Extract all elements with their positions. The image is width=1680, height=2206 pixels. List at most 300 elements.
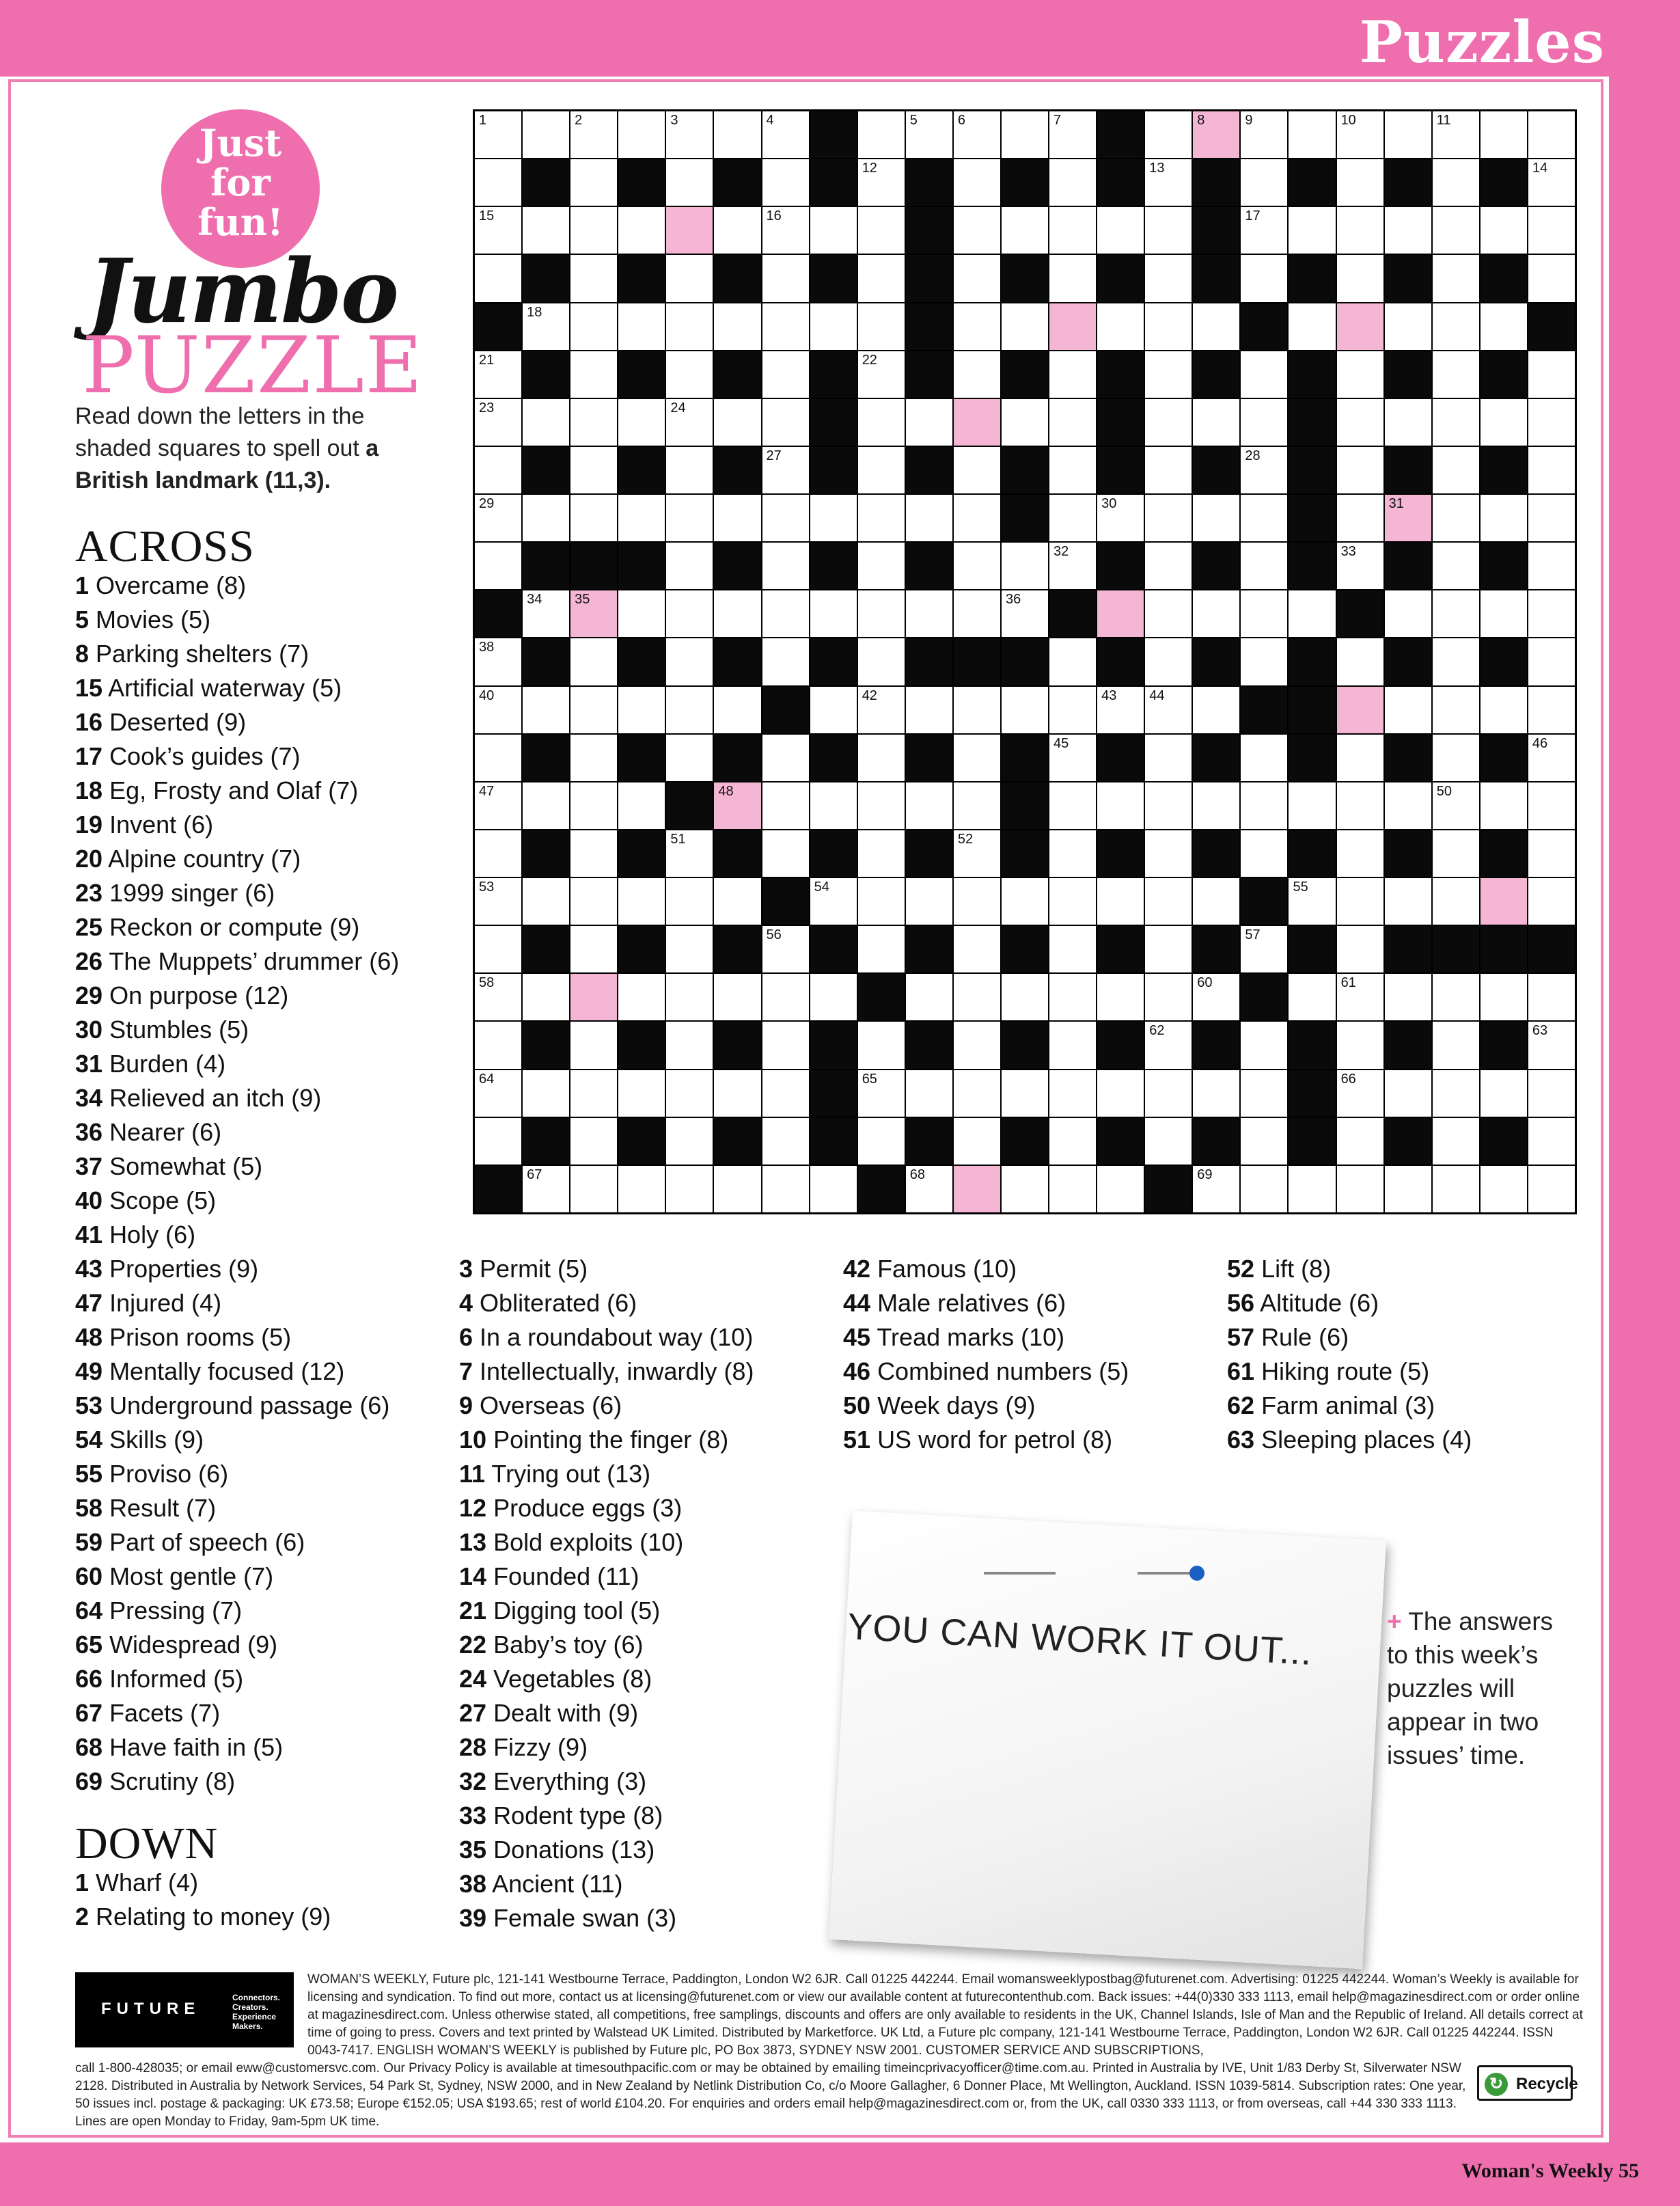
grid-cell[interactable] bbox=[1097, 303, 1144, 350]
grid-cell[interactable] bbox=[714, 111, 760, 158]
grid-cell[interactable] bbox=[1002, 974, 1048, 1020]
grid-cell[interactable] bbox=[618, 495, 665, 541]
grid-cell[interactable] bbox=[858, 303, 905, 350]
grid-cell[interactable] bbox=[475, 207, 521, 254]
grid-cell[interactable] bbox=[954, 303, 1000, 350]
grid-cell[interactable] bbox=[1049, 255, 1096, 301]
grid-cell[interactable] bbox=[523, 495, 569, 541]
grid-cell[interactable] bbox=[1433, 495, 1479, 541]
grid-cell[interactable] bbox=[475, 495, 521, 541]
grid-cell[interactable] bbox=[1002, 687, 1048, 733]
grid-cell[interactable] bbox=[666, 878, 713, 925]
grid-cell[interactable] bbox=[858, 543, 905, 589]
grid-cell[interactable] bbox=[1145, 351, 1192, 398]
grid-cell-shaded[interactable] bbox=[954, 399, 1000, 446]
grid-cell[interactable] bbox=[570, 1070, 617, 1117]
grid-cell[interactable] bbox=[1481, 1070, 1527, 1117]
grid-cell[interactable] bbox=[475, 830, 521, 877]
grid-cell[interactable] bbox=[762, 1166, 809, 1212]
grid-cell[interactable] bbox=[954, 495, 1000, 541]
grid-cell[interactable] bbox=[1289, 1166, 1335, 1212]
grid-cell[interactable] bbox=[666, 495, 713, 541]
grid-cell[interactable] bbox=[1097, 1166, 1144, 1212]
grid-cell[interactable] bbox=[475, 687, 521, 733]
grid-cell[interactable] bbox=[666, 590, 713, 637]
grid-cell[interactable] bbox=[1337, 207, 1383, 254]
grid-cell[interactable] bbox=[1337, 1118, 1383, 1165]
grid-cell[interactable] bbox=[618, 303, 665, 350]
grid-cell[interactable] bbox=[810, 782, 857, 829]
grid-cell[interactable] bbox=[1241, 255, 1287, 301]
grid-cell[interactable] bbox=[1145, 1118, 1192, 1165]
grid-cell[interactable] bbox=[1145, 830, 1192, 877]
grid-cell[interactable] bbox=[1002, 207, 1048, 254]
grid-cell[interactable] bbox=[618, 1070, 665, 1117]
grid-cell[interactable] bbox=[1002, 590, 1048, 637]
grid-cell[interactable] bbox=[858, 782, 905, 829]
grid-cell[interactable] bbox=[1145, 447, 1192, 493]
grid-cell[interactable] bbox=[570, 303, 617, 350]
grid-cell[interactable] bbox=[1481, 1166, 1527, 1212]
grid-cell[interactable] bbox=[1145, 1022, 1192, 1068]
grid-cell[interactable] bbox=[1337, 1070, 1383, 1117]
grid-cell[interactable] bbox=[1049, 447, 1096, 493]
grid-cell[interactable] bbox=[1528, 111, 1575, 158]
grid-cell[interactable] bbox=[1241, 447, 1287, 493]
grid-cell[interactable] bbox=[1145, 782, 1192, 829]
grid-cell[interactable] bbox=[1528, 1070, 1575, 1117]
grid-cell[interactable] bbox=[1097, 974, 1144, 1020]
grid-cell[interactable] bbox=[858, 255, 905, 301]
grid-cell-shaded[interactable] bbox=[570, 974, 617, 1020]
grid-cell[interactable] bbox=[570, 111, 617, 158]
grid-cell[interactable] bbox=[475, 159, 521, 206]
grid-cell[interactable] bbox=[1193, 495, 1239, 541]
grid-cell[interactable] bbox=[954, 543, 1000, 589]
grid-cell[interactable] bbox=[570, 399, 617, 446]
grid-cell[interactable] bbox=[1145, 878, 1192, 925]
grid-cell[interactable] bbox=[570, 735, 617, 781]
grid-cell[interactable] bbox=[618, 878, 665, 925]
grid-cell[interactable] bbox=[858, 926, 905, 972]
grid-cell[interactable] bbox=[1193, 1166, 1239, 1212]
grid-cell[interactable] bbox=[954, 1070, 1000, 1117]
grid-cell[interactable] bbox=[1145, 735, 1192, 781]
grid-cell[interactable] bbox=[523, 303, 569, 350]
grid-cell[interactable] bbox=[762, 303, 809, 350]
grid-cell[interactable] bbox=[1145, 1070, 1192, 1117]
grid-cell[interactable] bbox=[906, 111, 952, 158]
grid-cell[interactable] bbox=[1433, 1118, 1479, 1165]
grid-cell[interactable] bbox=[954, 447, 1000, 493]
grid-cell[interactable] bbox=[1241, 111, 1287, 158]
grid-cell[interactable] bbox=[1481, 590, 1527, 637]
grid-cell[interactable] bbox=[714, 303, 760, 350]
grid-cell[interactable] bbox=[858, 638, 905, 685]
grid-cell[interactable] bbox=[523, 1166, 569, 1212]
grid-cell-shaded[interactable] bbox=[1337, 303, 1383, 350]
grid-cell[interactable] bbox=[666, 687, 713, 733]
grid-cell[interactable] bbox=[570, 1118, 617, 1165]
grid-cell[interactable] bbox=[618, 782, 665, 829]
grid-cell[interactable] bbox=[1241, 207, 1287, 254]
grid-cell[interactable] bbox=[570, 495, 617, 541]
grid-cell[interactable] bbox=[1337, 543, 1383, 589]
grid-cell[interactable] bbox=[475, 926, 521, 972]
grid-cell[interactable] bbox=[1481, 207, 1527, 254]
grid-cell[interactable] bbox=[1193, 687, 1239, 733]
grid-cell[interactable] bbox=[1097, 687, 1144, 733]
grid-cell[interactable] bbox=[1049, 687, 1096, 733]
grid-cell[interactable] bbox=[1528, 1118, 1575, 1165]
grid-cell[interactable] bbox=[523, 590, 569, 637]
grid-cell[interactable] bbox=[1528, 638, 1575, 685]
grid-cell[interactable] bbox=[1481, 974, 1527, 1020]
grid-cell[interactable] bbox=[475, 351, 521, 398]
grid-cell[interactable] bbox=[1337, 495, 1383, 541]
grid-cell[interactable] bbox=[1481, 495, 1527, 541]
grid-cell[interactable] bbox=[1528, 207, 1575, 254]
grid-cell[interactable] bbox=[1433, 590, 1479, 637]
grid-cell[interactable] bbox=[1049, 111, 1096, 158]
grid-cell[interactable] bbox=[1193, 782, 1239, 829]
grid-cell-shaded[interactable] bbox=[1097, 590, 1144, 637]
grid-cell[interactable] bbox=[954, 207, 1000, 254]
grid-cell[interactable] bbox=[1002, 543, 1048, 589]
grid-cell[interactable] bbox=[1002, 111, 1048, 158]
grid-cell[interactable] bbox=[1528, 543, 1575, 589]
grid-cell[interactable] bbox=[1241, 1166, 1287, 1212]
grid-cell[interactable] bbox=[714, 1070, 760, 1117]
grid-cell[interactable] bbox=[666, 926, 713, 972]
grid-cell[interactable] bbox=[1241, 830, 1287, 877]
grid-cell[interactable] bbox=[762, 590, 809, 637]
grid-cell[interactable] bbox=[570, 1166, 617, 1212]
grid-cell[interactable] bbox=[1145, 207, 1192, 254]
grid-cell[interactable] bbox=[1433, 638, 1479, 685]
grid-cell[interactable] bbox=[1385, 974, 1431, 1020]
grid-cell[interactable] bbox=[1241, 159, 1287, 206]
grid-cell[interactable] bbox=[1241, 543, 1287, 589]
grid-cell[interactable] bbox=[858, 687, 905, 733]
grid-cell[interactable] bbox=[1145, 638, 1192, 685]
grid-cell[interactable] bbox=[762, 1118, 809, 1165]
grid-cell[interactable] bbox=[666, 543, 713, 589]
grid-cell[interactable] bbox=[906, 687, 952, 733]
grid-cell[interactable] bbox=[762, 735, 809, 781]
grid-cell[interactable] bbox=[570, 159, 617, 206]
grid-cell[interactable] bbox=[1002, 1070, 1048, 1117]
grid-cell[interactable] bbox=[762, 255, 809, 301]
grid-cell[interactable] bbox=[570, 687, 617, 733]
grid-cell[interactable] bbox=[1433, 974, 1479, 1020]
grid-cell[interactable] bbox=[1385, 1070, 1431, 1117]
grid-cell[interactable] bbox=[1049, 926, 1096, 972]
grid-cell[interactable] bbox=[858, 159, 905, 206]
grid-cell[interactable] bbox=[810, 303, 857, 350]
grid-cell[interactable] bbox=[1145, 495, 1192, 541]
grid-cell[interactable] bbox=[1433, 159, 1479, 206]
grid-cell[interactable] bbox=[1097, 495, 1144, 541]
grid-cell[interactable] bbox=[906, 974, 952, 1020]
grid-cell[interactable] bbox=[1528, 687, 1575, 733]
grid-cell[interactable] bbox=[1385, 111, 1431, 158]
grid-cell[interactable] bbox=[1145, 926, 1192, 972]
grid-cell[interactable] bbox=[1337, 782, 1383, 829]
grid-cell[interactable] bbox=[1337, 447, 1383, 493]
grid-cell[interactable] bbox=[1433, 735, 1479, 781]
grid-cell[interactable] bbox=[906, 399, 952, 446]
grid-cell[interactable] bbox=[954, 830, 1000, 877]
grid-cell[interactable] bbox=[1145, 687, 1192, 733]
grid-cell[interactable] bbox=[906, 1070, 952, 1117]
grid-cell[interactable] bbox=[666, 303, 713, 350]
grid-cell[interactable] bbox=[1528, 735, 1575, 781]
grid-cell[interactable] bbox=[1241, 735, 1287, 781]
grid-cell[interactable] bbox=[954, 1022, 1000, 1068]
grid-cell[interactable] bbox=[954, 687, 1000, 733]
grid-cell[interactable] bbox=[1049, 351, 1096, 398]
grid-cell[interactable] bbox=[1385, 303, 1431, 350]
grid-cell[interactable] bbox=[858, 1022, 905, 1068]
grid-cell[interactable] bbox=[954, 878, 1000, 925]
grid-cell[interactable] bbox=[1528, 974, 1575, 1020]
grid-cell[interactable] bbox=[1528, 782, 1575, 829]
grid-cell[interactable] bbox=[523, 687, 569, 733]
grid-cell[interactable] bbox=[1145, 159, 1192, 206]
grid-cell[interactable] bbox=[810, 687, 857, 733]
grid-cell[interactable] bbox=[1337, 255, 1383, 301]
grid-cell[interactable] bbox=[714, 590, 760, 637]
grid-cell[interactable] bbox=[858, 207, 905, 254]
grid-cell[interactable] bbox=[1385, 878, 1431, 925]
grid-cell-shaded[interactable] bbox=[1193, 111, 1239, 158]
grid-cell[interactable] bbox=[1385, 590, 1431, 637]
grid-cell[interactable] bbox=[618, 687, 665, 733]
grid-cell[interactable] bbox=[1433, 303, 1479, 350]
grid-cell[interactable] bbox=[1289, 782, 1335, 829]
grid-cell[interactable] bbox=[1528, 495, 1575, 541]
grid-cell[interactable] bbox=[475, 1118, 521, 1165]
grid-cell[interactable] bbox=[1049, 495, 1096, 541]
grid-cell[interactable] bbox=[1337, 830, 1383, 877]
grid-cell[interactable] bbox=[714, 207, 760, 254]
grid-cell[interactable] bbox=[1337, 735, 1383, 781]
grid-cell[interactable] bbox=[1433, 1022, 1479, 1068]
grid-cell[interactable] bbox=[1433, 447, 1479, 493]
grid-cell[interactable] bbox=[475, 638, 521, 685]
grid-cell[interactable] bbox=[1528, 1166, 1575, 1212]
grid-cell[interactable] bbox=[666, 111, 713, 158]
grid-cell[interactable] bbox=[475, 255, 521, 301]
grid-cell[interactable] bbox=[475, 447, 521, 493]
grid-cell[interactable] bbox=[570, 255, 617, 301]
grid-cell[interactable] bbox=[810, 495, 857, 541]
grid-cell[interactable] bbox=[475, 1022, 521, 1068]
grid-cell[interactable] bbox=[810, 974, 857, 1020]
grid-cell[interactable] bbox=[858, 111, 905, 158]
grid-cell[interactable] bbox=[1145, 974, 1192, 1020]
grid-cell[interactable] bbox=[1241, 782, 1287, 829]
grid-cell[interactable] bbox=[954, 926, 1000, 972]
grid-cell[interactable] bbox=[1337, 159, 1383, 206]
grid-cell[interactable] bbox=[1433, 255, 1479, 301]
grid-cell[interactable] bbox=[1433, 782, 1479, 829]
grid-cell[interactable] bbox=[570, 638, 617, 685]
grid-cell[interactable] bbox=[1241, 590, 1287, 637]
grid-cell[interactable] bbox=[1097, 878, 1144, 925]
grid-cell[interactable] bbox=[1385, 782, 1431, 829]
grid-cell[interactable] bbox=[1241, 638, 1287, 685]
grid-cell[interactable] bbox=[1337, 878, 1383, 925]
grid-cell[interactable] bbox=[1049, 399, 1096, 446]
grid-cell[interactable] bbox=[714, 495, 760, 541]
grid-cell-shaded[interactable] bbox=[1481, 878, 1527, 925]
grid-cell[interactable] bbox=[666, 159, 713, 206]
grid-cell[interactable] bbox=[1145, 303, 1192, 350]
grid-cell[interactable] bbox=[1241, 1070, 1287, 1117]
grid-cell[interactable] bbox=[1337, 638, 1383, 685]
grid-cell[interactable] bbox=[954, 782, 1000, 829]
grid-cell[interactable] bbox=[666, 1022, 713, 1068]
grid-cell[interactable] bbox=[1241, 1118, 1287, 1165]
grid-cell[interactable] bbox=[570, 1022, 617, 1068]
grid-cell[interactable] bbox=[1385, 207, 1431, 254]
grid-cell[interactable] bbox=[1481, 111, 1527, 158]
grid-cell[interactable] bbox=[1145, 590, 1192, 637]
grid-cell[interactable] bbox=[1097, 207, 1144, 254]
grid-cell[interactable] bbox=[858, 830, 905, 877]
grid-cell[interactable] bbox=[570, 447, 617, 493]
grid-cell[interactable] bbox=[1002, 1166, 1048, 1212]
grid-cell[interactable] bbox=[618, 974, 665, 1020]
grid-cell[interactable] bbox=[1241, 1022, 1287, 1068]
grid-cell[interactable] bbox=[762, 447, 809, 493]
grid-cell[interactable] bbox=[1337, 351, 1383, 398]
grid-cell[interactable] bbox=[762, 351, 809, 398]
grid-cell[interactable] bbox=[1193, 878, 1239, 925]
grid-cell[interactable] bbox=[523, 878, 569, 925]
grid-cell[interactable] bbox=[1528, 255, 1575, 301]
grid-cell[interactable] bbox=[523, 974, 569, 1020]
grid-cell-shaded[interactable] bbox=[666, 207, 713, 254]
grid-cell[interactable] bbox=[1241, 399, 1287, 446]
grid-cell[interactable] bbox=[1528, 159, 1575, 206]
grid-cell[interactable] bbox=[954, 735, 1000, 781]
grid-cell[interactable] bbox=[475, 974, 521, 1020]
grid-cell[interactable] bbox=[523, 399, 569, 446]
grid-cell[interactable] bbox=[1385, 687, 1431, 733]
grid-cell[interactable] bbox=[954, 111, 1000, 158]
grid-cell-shaded[interactable] bbox=[714, 782, 760, 829]
grid-cell[interactable] bbox=[858, 495, 905, 541]
grid-cell[interactable] bbox=[570, 351, 617, 398]
grid-cell[interactable] bbox=[618, 207, 665, 254]
grid-cell[interactable] bbox=[762, 207, 809, 254]
grid-cell[interactable] bbox=[1002, 399, 1048, 446]
grid-cell[interactable] bbox=[906, 878, 952, 925]
grid-cell[interactable] bbox=[810, 207, 857, 254]
grid-cell[interactable] bbox=[762, 543, 809, 589]
grid-cell[interactable] bbox=[810, 878, 857, 925]
grid-cell[interactable] bbox=[1097, 1070, 1144, 1117]
grid-cell[interactable] bbox=[1289, 878, 1335, 925]
grid-cell[interactable] bbox=[618, 399, 665, 446]
grid-cell-shaded[interactable] bbox=[954, 1166, 1000, 1212]
grid-cell[interactable] bbox=[1002, 303, 1048, 350]
grid-cell[interactable] bbox=[666, 1166, 713, 1212]
grid-cell[interactable] bbox=[1528, 830, 1575, 877]
grid-cell[interactable] bbox=[570, 878, 617, 925]
grid-cell[interactable] bbox=[954, 590, 1000, 637]
grid-cell[interactable] bbox=[1145, 543, 1192, 589]
grid-cell[interactable] bbox=[1002, 878, 1048, 925]
grid-cell[interactable] bbox=[714, 878, 760, 925]
grid-cell[interactable] bbox=[762, 399, 809, 446]
grid-cell[interactable] bbox=[714, 687, 760, 733]
grid-cell[interactable] bbox=[523, 111, 569, 158]
grid-cell[interactable] bbox=[1433, 111, 1479, 158]
grid-cell[interactable] bbox=[1049, 1070, 1096, 1117]
grid-cell[interactable] bbox=[1481, 687, 1527, 733]
grid-cell[interactable] bbox=[666, 735, 713, 781]
grid-cell[interactable] bbox=[666, 974, 713, 1020]
grid-cell[interactable] bbox=[1337, 974, 1383, 1020]
grid-cell[interactable] bbox=[1433, 1166, 1479, 1212]
grid-cell[interactable] bbox=[618, 111, 665, 158]
grid-cell[interactable] bbox=[1049, 543, 1096, 589]
grid-cell[interactable] bbox=[666, 830, 713, 877]
grid-cell[interactable] bbox=[666, 255, 713, 301]
grid-cell[interactable] bbox=[1097, 782, 1144, 829]
grid-cell[interactable] bbox=[523, 207, 569, 254]
grid-cell[interactable] bbox=[762, 1070, 809, 1117]
grid-cell[interactable] bbox=[1481, 399, 1527, 446]
grid-cell[interactable] bbox=[523, 1070, 569, 1117]
grid-cell[interactable] bbox=[1337, 399, 1383, 446]
grid-cell[interactable] bbox=[475, 878, 521, 925]
grid-cell[interactable] bbox=[475, 399, 521, 446]
grid-cell[interactable] bbox=[618, 1166, 665, 1212]
grid-cell[interactable] bbox=[762, 495, 809, 541]
grid-cell[interactable] bbox=[570, 782, 617, 829]
grid-cell[interactable] bbox=[1241, 495, 1287, 541]
grid-cell[interactable] bbox=[762, 830, 809, 877]
grid-cell[interactable] bbox=[523, 782, 569, 829]
grid-cell[interactable] bbox=[1289, 207, 1335, 254]
grid-cell[interactable] bbox=[570, 830, 617, 877]
grid-cell[interactable] bbox=[954, 1118, 1000, 1165]
grid-cell[interactable] bbox=[714, 974, 760, 1020]
grid-cell[interactable] bbox=[1337, 1022, 1383, 1068]
grid-cell[interactable] bbox=[570, 926, 617, 972]
grid-cell-shaded[interactable] bbox=[1385, 495, 1431, 541]
grid-cell[interactable] bbox=[858, 351, 905, 398]
grid-cell[interactable] bbox=[1528, 447, 1575, 493]
grid-cell[interactable] bbox=[1528, 878, 1575, 925]
grid-cell[interactable] bbox=[1145, 111, 1192, 158]
grid-cell[interactable] bbox=[858, 1070, 905, 1117]
grid-cell[interactable] bbox=[1289, 974, 1335, 1020]
grid-cell[interactable] bbox=[762, 1022, 809, 1068]
grid-cell[interactable] bbox=[1528, 399, 1575, 446]
grid-cell[interactable] bbox=[1289, 111, 1335, 158]
grid-cell[interactable] bbox=[1049, 1166, 1096, 1212]
grid-cell[interactable] bbox=[714, 1166, 760, 1212]
grid-cell[interactable] bbox=[1145, 399, 1192, 446]
grid-cell[interactable] bbox=[1193, 590, 1239, 637]
grid-cell[interactable] bbox=[570, 207, 617, 254]
